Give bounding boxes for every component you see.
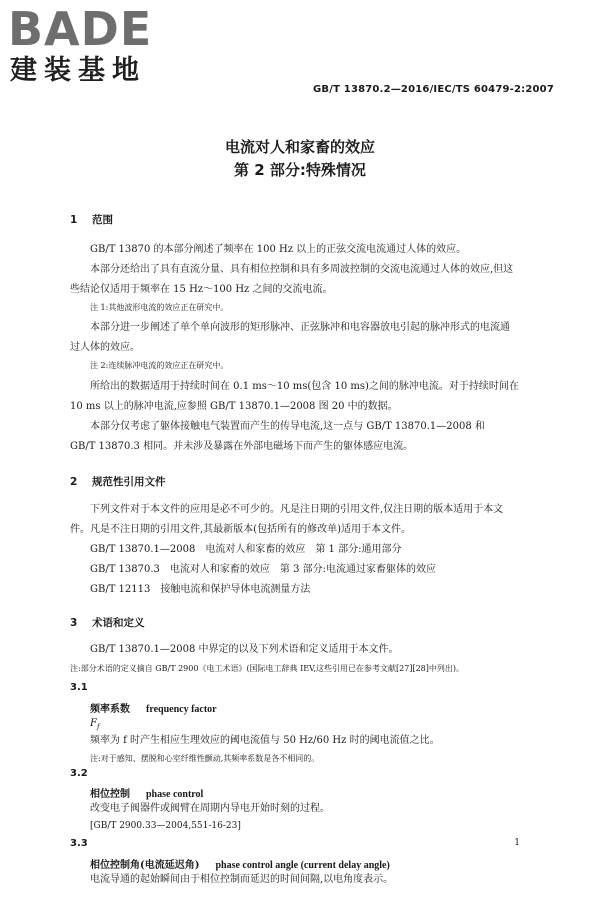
- term-definition: 电流导通的起始瞬间由于相位控制而延迟的时间间隔,以电角度表示。: [90, 874, 394, 885]
- term-heading: [90, 856, 390, 871]
- note: 注 2:连续脉冲电流的效应正在研究中。: [90, 361, 229, 370]
- reference-item: GB/T 13870.3 电流对人和家畜的效应 第 3 部分:电流通过家畜躯体的效应: [90, 564, 436, 575]
- term-english: phase control: [146, 789, 204, 800]
- standard-code: GB/T 13870.2—2016/IEC/TS 60479-2:2007: [313, 84, 554, 95]
- reference-item: GB/T 12113 接触电流和保护导体电流测量方法: [90, 584, 311, 595]
- page-number: 1: [514, 838, 520, 848]
- clause-number: 3.2: [70, 768, 88, 779]
- term-definition: 改变电子阀器件或阀臂在周期内导电开始时刻的过程。: [90, 803, 330, 814]
- term-chinese: 频率系数: [90, 704, 130, 715]
- section-title: 术语和定义: [92, 617, 145, 629]
- paragraph: GB/T 13870.3 相同。并未涉及暴露在外部电磁场下而产生的躯体感应电流。: [70, 441, 414, 452]
- term-heading: [90, 785, 203, 800]
- paragraph: 过人体的效应。: [70, 342, 140, 353]
- term-chinese: 相位控制角(电流延迟角): [90, 860, 200, 871]
- paragraph: 本部分仅考虑了躯体接触电气装置而产生的传导电流,这一点与 GB/T 13870.1—2008 和: [90, 421, 485, 432]
- section-2-heading: [70, 474, 166, 489]
- section-number: 1: [70, 214, 78, 226]
- note: 注 1:其他波形电流的效应正在研究中。: [90, 303, 229, 312]
- document-title: 电流对人和家畜的效应: [224, 138, 375, 156]
- paragraph: 本部分进一步阐述了单个单向波形的矩形脉冲、正弦脉冲和电容器放电引起的脉冲形式的电流通: [90, 322, 510, 333]
- paragraph: GB/T 13870 的本部分阐述了频率在 100 Hz 以上的正弦交流电流通过人体的效应。: [90, 244, 467, 255]
- term-chinese: 相位控制: [90, 789, 130, 800]
- paragraph: 件。凡是不注日期的引用文件,其最新版本(包括所有的修改单)适用于本文件。: [70, 524, 411, 535]
- term-source: [GB/T 2900.33—2004,551-16-23]: [90, 821, 241, 831]
- term-english: frequency factor: [146, 704, 217, 715]
- note: 注:部分术语的定义摘自 GB/T 2900《电工术语》(国际电工辞典 IEV,这些引用已在参考文献[27][28]中列出)。: [70, 664, 464, 673]
- section-3-heading: [70, 615, 145, 630]
- term-english: phase control angle (current delay angle): [215, 860, 390, 871]
- paragraph: 些结论仅适用于频率在 15 Hz～100 Hz 之间的交流电流。: [70, 284, 333, 295]
- paragraph: 本部分还给出了具有直流分量、具有相位控制和具有多周波控制的交流电流通过人体的效应,但这: [90, 264, 514, 275]
- site-logo: [8, 2, 178, 86]
- clause-number: 3.3: [70, 838, 88, 849]
- section-1-heading: [70, 212, 113, 227]
- document-subtitle: 第 2 部分:特殊情况: [234, 161, 366, 179]
- reference-item: GB/T 13870.1—2008 电流对人和家畜的效应 第 1 部分:通用部分: [90, 544, 402, 555]
- section-number: 3: [70, 617, 78, 629]
- term-symbol: $F_f$: [90, 718, 100, 731]
- section-number: 2: [70, 476, 78, 488]
- note: 注:对于感知、摆脱和心室纤维性颤动,其频率系数是各不相同的。: [90, 754, 320, 763]
- logo-wordmark: BADE: [8, 2, 153, 56]
- paragraph: 下列文件对于本文件的应用是必不可少的。凡是注日期的引用文件,仅注日期的版本适用于本文: [90, 504, 504, 515]
- section-title: 范围: [92, 214, 113, 226]
- paragraph: GB/T 13870.1—2008 中界定的以及下列术语和定义适用于本文件。: [90, 644, 399, 655]
- term-definition: 频率为 f 时产生相应生理效应的阈电流值与 50 Hz/60 Hz 时的阈电流值之比。: [90, 735, 440, 746]
- clause-number: 3.1: [70, 682, 88, 693]
- term-heading: [90, 700, 217, 715]
- paragraph: 10 ms 以上的脉冲电流,应参照 GB/T 13870.1—2008 图 20 中的数据。: [70, 401, 398, 412]
- logo-subtitle: 建装基地: [10, 55, 146, 86]
- paragraph: 所给出的数据适用于持续时间在 0.1 ms～10 ms(包含 10 ms)之间的脉冲电流。对于持续时间在: [90, 381, 519, 392]
- section-title: 规范性引用文件: [92, 476, 166, 488]
